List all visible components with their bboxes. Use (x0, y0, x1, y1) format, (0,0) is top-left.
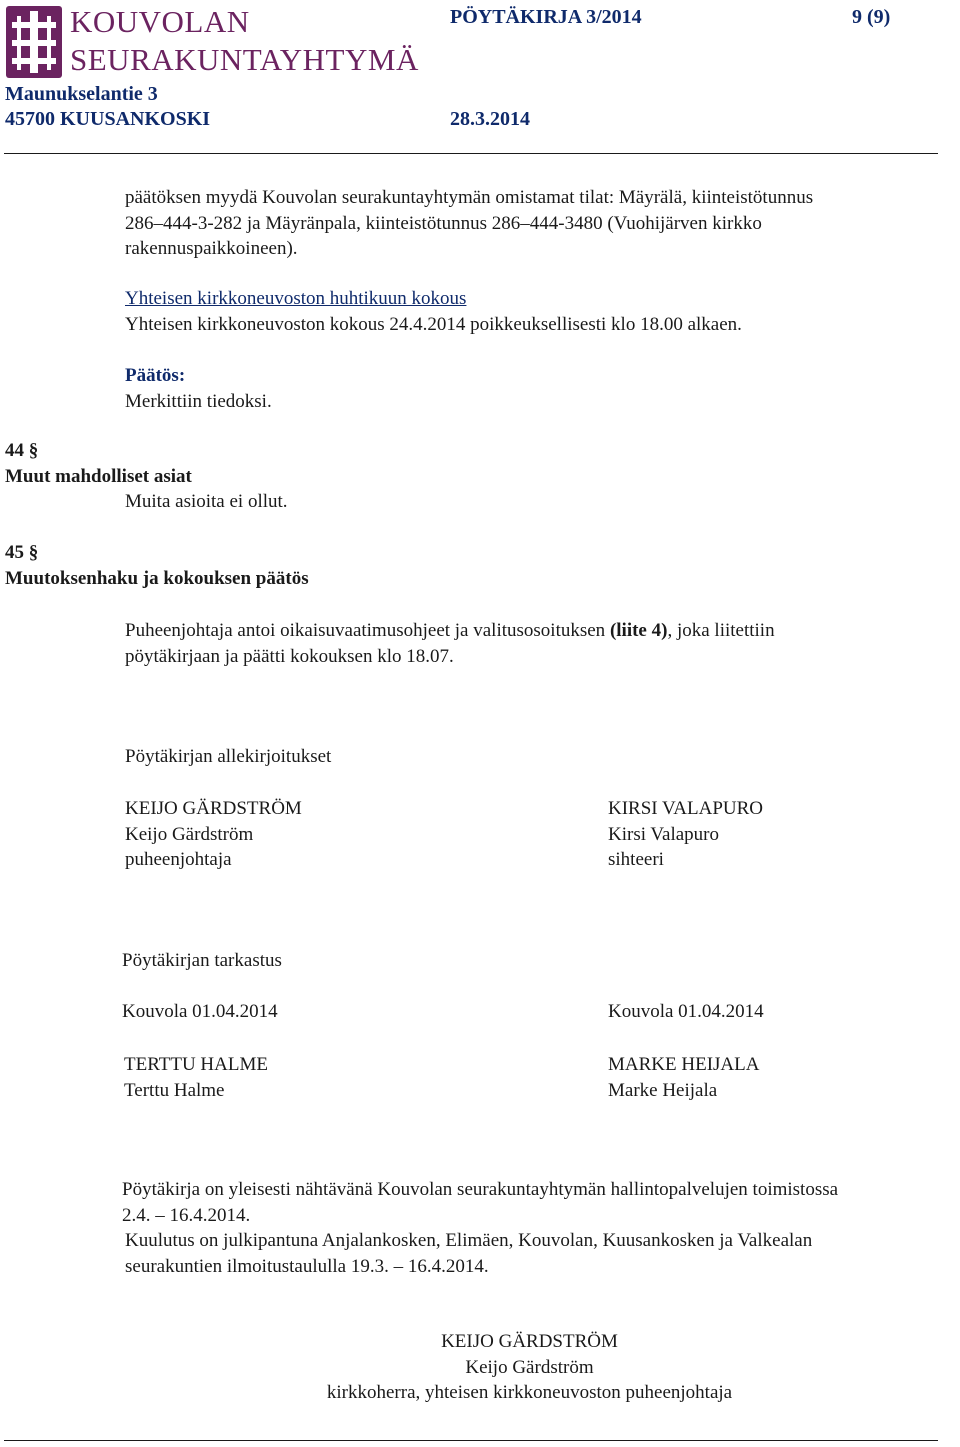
intro-line: rakennuspaikkoineen). (125, 238, 298, 259)
final-signer-caps: KEIJO GÄRDSTRÖM (441, 1331, 618, 1352)
attachment-reference: (liite 4) (609, 620, 668, 641)
intro-line: 286–444-3-282 ja Mäyränpala, kiinteistötunnus 286–444-3480 (Vuohijärven kirkko (125, 212, 762, 234)
intro-line: päätöksen myydä Kouvolan seurakuntayhtymän omistamat tilat: Mäyrälä, kiinteistötunnus (125, 187, 814, 208)
reviewer-left (124, 1052, 524, 1103)
signer-role: puheenjohtaja (125, 849, 232, 870)
notice-line: Kuulutus on julkipantuna Anjalankosken, Elimäen, Kouvolan, Kuusankosken ja Valkealan (125, 1230, 813, 1251)
signer-caps: KEIJO GÄRDSTRÖM (125, 798, 302, 819)
footer-divider (4, 1440, 938, 1441)
signer-name: Keijo Gärdström (125, 823, 254, 845)
reviewer-caps: TERTTU HALME (124, 1054, 268, 1075)
decision-block (125, 363, 937, 414)
section-45-text-before: Puheenjohtaja antoi oikaisuvaatimusohjeet ja valitusosoituksen (125, 620, 610, 641)
review-left-place-date: Kouvola 01.04.2014 (122, 1001, 278, 1022)
section-45-line2: pöytäkirjaan ja päätti kokouksen klo 18.07. (125, 645, 454, 667)
final-signature (292, 1329, 767, 1406)
section-44-title: Muut mahdolliset asiat (5, 466, 192, 487)
signatures-heading: Pöytäkirjan allekirjoitukset (125, 746, 332, 767)
signer-role: sihteeri (608, 849, 664, 870)
final-signer-name: Keijo Gärdström (465, 1356, 594, 1378)
signature-right (608, 796, 928, 873)
reviewer-caps: MARKE HEIJALA (608, 1054, 760, 1075)
organization-name-line2: SEURAKUNTAYHTYMÄ (70, 42, 419, 77)
section-45-paragraph (125, 618, 937, 669)
church-cross-logo-icon (6, 6, 62, 78)
decision-text: Merkittiin tiedoksi. (125, 390, 272, 412)
public-notice (122, 1177, 958, 1279)
review-right-place-date: Kouvola 01.04.2014 (608, 1001, 764, 1022)
signer-name: Kirsi Valapuro (608, 823, 719, 845)
page-number: 9 (9) (852, 6, 891, 28)
section-44-text: Muita asioita ei ollut. (125, 491, 288, 512)
document-title: PÖYTÄKIRJA 3/2014 (450, 6, 642, 28)
meeting-text: Yhteisen kirkkoneuvoston kokous 24.4.2014 poikkeuksellisesti klo 18.00 alkaen. (125, 313, 742, 335)
notice-line: 2.4. – 16.4.2014. (122, 1204, 251, 1226)
notice-line: seurakuntien ilmoitustaululla 19.3. – 16.4.2014. (125, 1255, 489, 1277)
intro-paragraph (125, 185, 937, 262)
section-44-number: 44 § (5, 440, 39, 461)
decision-label: Päätös: (125, 365, 186, 386)
reviewer-right (608, 1052, 928, 1103)
reviewer-name: Terttu Halme (124, 1079, 225, 1101)
section-45-text-after: , joka liitettiin (667, 620, 775, 641)
header-divider (4, 153, 938, 154)
organization-name-line1: KOUVOLAN (70, 4, 250, 39)
meeting-block (125, 286, 937, 337)
reviewer-name: Marke Heijala (608, 1079, 718, 1101)
section-45-title: Muutoksenhaku ja kokouksen päätös (5, 568, 309, 589)
signer-caps: KIRSI VALAPURO (608, 798, 764, 819)
address-street: Maunukselantie 3 (5, 83, 158, 105)
notice-line: Pöytäkirja on yleisesti nähtävänä Kouvolan seurakuntayhtymän hallintopalvelujen toimistossa (122, 1179, 839, 1200)
address-city: 45700 KUUSANKOSKI (5, 108, 211, 130)
meeting-link[interactable]: Yhteisen kirkkoneuvoston huhtikuun kokous (125, 288, 467, 309)
review-heading: Pöytäkirjan tarkastus (122, 950, 282, 971)
section-45-number: 45 § (5, 542, 39, 563)
document-date: 28.3.2014 (450, 108, 530, 130)
signature-left (125, 796, 525, 873)
final-signer-role: kirkkoherra, yhteisen kirkkoneuvoston puheenjohtaja (326, 1382, 733, 1403)
